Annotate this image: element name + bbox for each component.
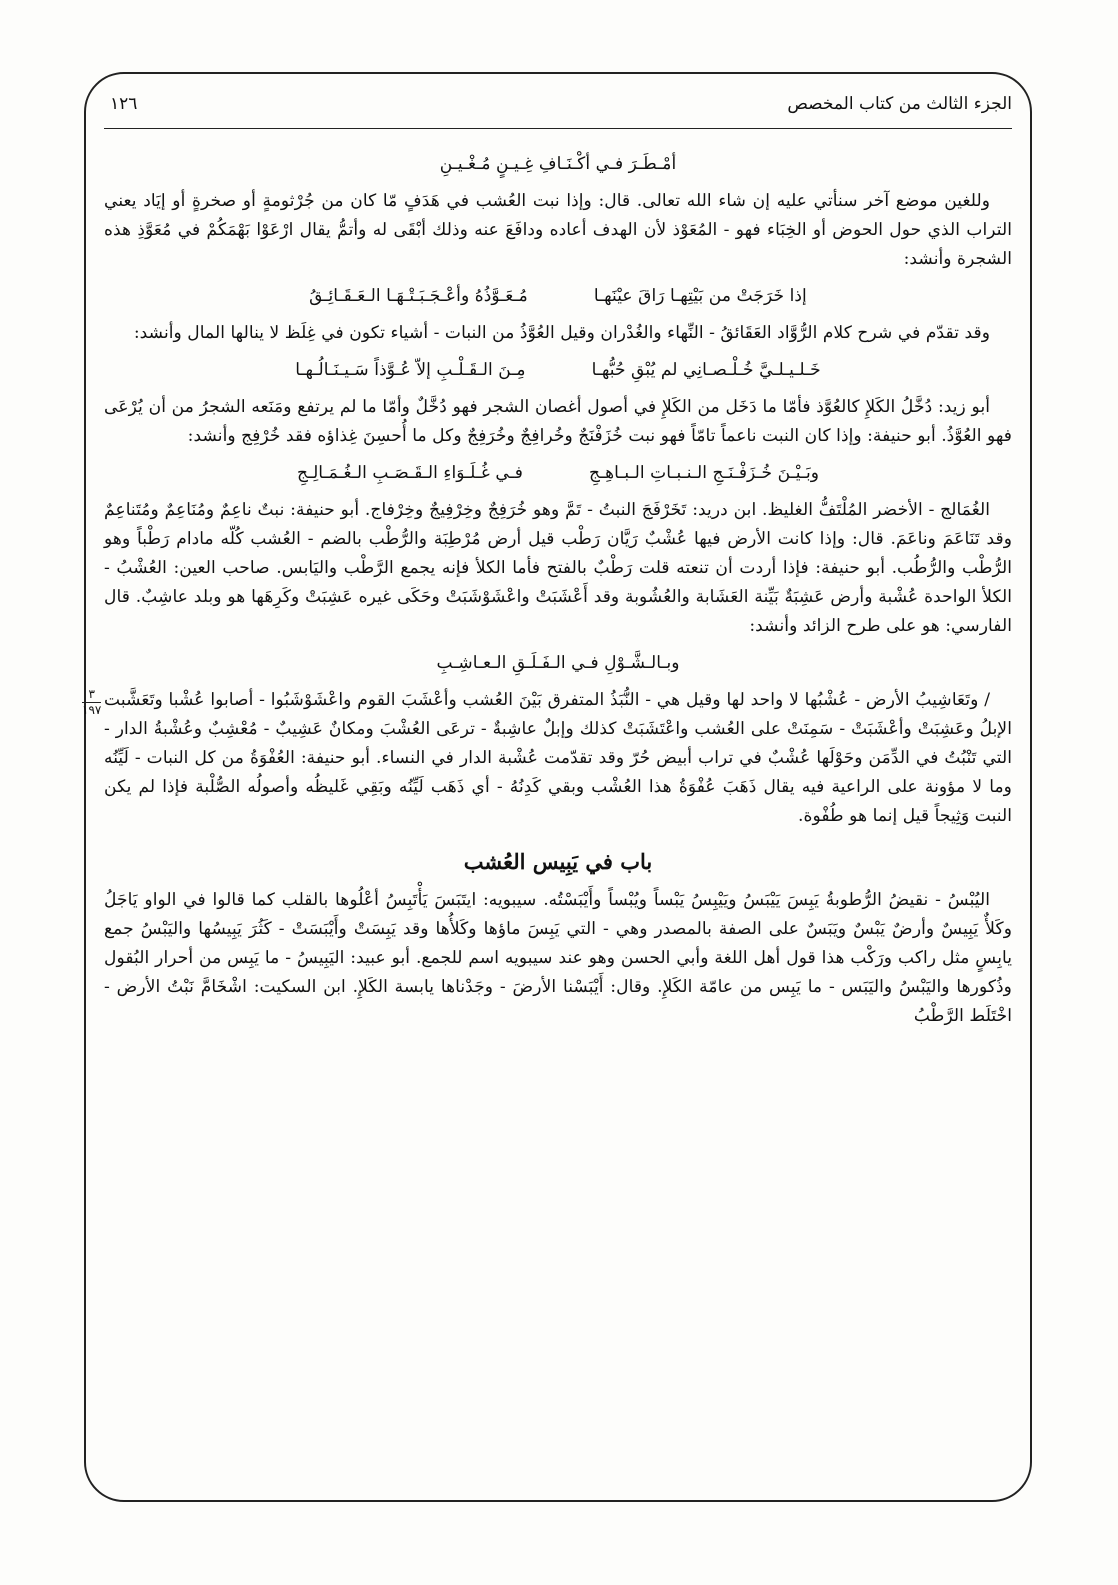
paragraph: الغُمَالج - الأخضر المُلْتَفُّ الغليظ. ابن دريد: تَخَرْفَجَ النبتُ - تَمَّ وهو خُرَفِجٌ وخِرْفِيجٌ وخِرْفاج. أبو حنيفة: نبتٌ ناعِمٌ ومُنَاعِمٌ ومُتَناعِمٌ وقد تَنَاعَمَ وناعَمَ. قال: وإذا كانت الأرض فيها عُشْبٌ رَيَّان رَطْب قيل أرض مُرْطِبَة والرُّطْب بالضم - العُشب كُلّه مادام رَطْباً وهو الرُّطْب والرُّطُب. أبو حنيفة: فإذا أردت أن تنعته قلت رَطْبٌ بالفتح فأما الكلأ فإنه يجمع الرَّطْب واليَابس. صاحب العين: العُشْبُ - الكلأ الواحدة عُشْبة وأرض عَشِبَةٌ بَيِّنة العَشَابة والعُشُوبة وقد أَعْشَبَتْ واعْشَوْشَبَتْ وحَكَى غيره عَشِبَتْ وكَرِهَها هو وبلد عاشِبٌ. قال الفارسي: هو على طرح الزائد وأنشد: [104, 500, 1012, 636]
book-page [82, 88, 1012, 1488]
page-content [82, 142, 1012, 1031]
margin-note-top: ٣ [88, 687, 95, 701]
verse-hemistich-first: وبَـيْـنَ خُـزَفْـنَـجِ الـنـبـاتِ الـبـاهِـجِ [588, 463, 820, 483]
paragraph: اليُبْسُ - نقيضُ الرُّطوبةُ يَبِسَ يَيْبَسُ ويَيْبِسُ يَبْساً ويُبْساً وأَيْبَسْتُه. سيبويه: ايتَبَسَ يَأْتَبِسُ أعْلُوها بالقلب كما قالوا في الواو يَاجَلُ وكَلأٌ يَبِيسٌ وأرضٌ يَبْسٌ ويَبَسٌ على الصفة بالمصدر وهي - التي يَبِسَ ماؤها وكَلأُها وقد يَبِسَتْ وأَيْبَسَتْ - كَثُرَ يَبِيسُها واليَبْسُ جمع يابِسٍ مثل راكب ورَكْب هذا قول أهل اللغة وأبي الحسن وهو عند سيبويه اسم للجمع. أبو عبيد: اليَبِيسُ - ما يَبِس من أحرار البُقول وذُكورها واليَبْسُ واليَبَس - ما يَبِس من عامّة الكَلإِ. وقال: أَيْبَسْنا الأرضَ - وجَدْناها يابسة الكَلإِ. ابن السكيت: اشْخَامَّ نَبْتُ الأرض - اخْتَلَط الرَّطْبُ [104, 890, 1012, 1026]
verse-hemistich-second: فـي غُـلَـوَاءِ الـقَـصَـبِ الـغُـمَـالِـجِ [296, 463, 523, 483]
running-header [104, 88, 1012, 130]
verse-couplet [104, 459, 1012, 488]
section-heading: باب في يَبِيس العُشب [463, 849, 653, 874]
paragraph: / وتَعَاشِيبُ الأرض - عُشْبُها لا واحد لها وقيل هي - النُّبَذُ المتفرق بَيْنَ العُشب وأعْشَبَ القوم واعْشَوْشَبُوا - أصابوا عُشْبا وتَعَشَّبت الإبلُ وعَشِبَتْ وأعْشَبَتْ - سَمِنَتْ على العُشب واعْتَشَبَتْ كذلك وإبلٌ عاشِبةٌ - ترعَى العُشْبَ ومكانٌ عَشِيبٌ - مُعْشِبٌ وعُشْبةُ الدار - التي تَنْبُتُ في الدِّمَن وحَوْلَها عُشْبٌ في تراب أبيض حُرّ وقد تقدّمت عُشْبة الدار في النساء. أبو حنيفة: العُفْوَةُ من كل النبات - لَيِّنُه وما لا مؤونة على الراعية فيه يقال ذَهَبَ عُفْوَةُ هذا العُشْب وبقي كَدِنُهُ - أي ذَهَب لَيِّنُه وبَقِي غَليظُه وأصولُه الصُّلْبة فإذا لم يكن النبت وَثِيجاً قيل إنما هو طُفْوة. [104, 690, 1012, 826]
margin-note-bottom: ١٩٧ [82, 703, 102, 717]
verse-hemistich-first: إذا خَرَجَتْ من بَيْتِهـا رَاقَ عيْنَهـا [593, 286, 807, 306]
margin-note [82, 688, 101, 717]
page-number: ١٢٦ [110, 94, 138, 114]
paragraph: أبو زيد: دُخَّلُ الكَلإِ كالعُوَّذ فأمّا ما دَخَل من الكَلإِ في أصول أغصان الشجر فهو دُخَّلٌ وأمّا ما لم يرتفع ومَنَعه الشجرُ من أن يُرْعَى فهو العُوَّذُ. أبو حنيفة: وإذا كان النبت ناعماً تامّاً فهو نبت خُزَفْنَجٌ وخُرافِجٌ وخُرَفِجٌ وكل ما أُحسِنَ غِذاؤه فقد خُرْفِج وأنشد: [104, 397, 1012, 446]
paragraph: وقد تقدّم في شرح كلام الرُّوَّاد العَقَائقُ - النِّهاء والغُدْران وقيل العُوَّذُ من النبات - أشياء تكون في غِلَظ لا ينالها المال وأنشد: [133, 323, 990, 343]
verse: وبـالـشَّـوْلِ فـي الـفَـلَـقِ الـعـاشِـبِ [436, 653, 680, 673]
verse-hemistich-first: خَـلـيـلـيَّ خُـلْـصـانِي لم يُبْقِ حُبُّهـا [591, 360, 821, 380]
paragraph: وللغين موضع آخر سنأتي عليه إن شاء الله تعالى. قال: وإذا نبت العُشب في هَدَفٍ مّا كان من جُرْثومةٍ أو صخرةٍ أو إيَاد يعني التراب الذي حول الحوض أو الخِبَاء فهو - المُعَوْذ لأن الهدف أعاده ودافَعَ عنه وذلك أبْقَى له وأتمُّ يقال ارْعَوْا بَهْمَكُمْ في مُعَوَّذِ هذه الشجرة وأنشد: [104, 191, 1012, 269]
header-title: الجزء الثالث من كتاب المخصص [787, 94, 1012, 114]
paragraph-with-margin-note [82, 686, 1012, 831]
header-rule [104, 128, 1012, 129]
verse: أمْـطَـرَ فـي أكْـنَـافِ غِـيـنٍ مُـغْـيـنِ [439, 154, 677, 174]
verse-couplet [104, 356, 1012, 385]
verse-couplet [104, 282, 1012, 311]
verse-hemistich-second: مِـنَ الـقَـلْـبِ إلاّ عُـوَّذاً سَـيـنَـالُـهـا [295, 360, 526, 380]
verse-hemistich-second: مُـعَـوَّذُهُ وأعْـجَـبَـتْـهَـا الـعَـقَـائِـقُ [309, 286, 528, 306]
